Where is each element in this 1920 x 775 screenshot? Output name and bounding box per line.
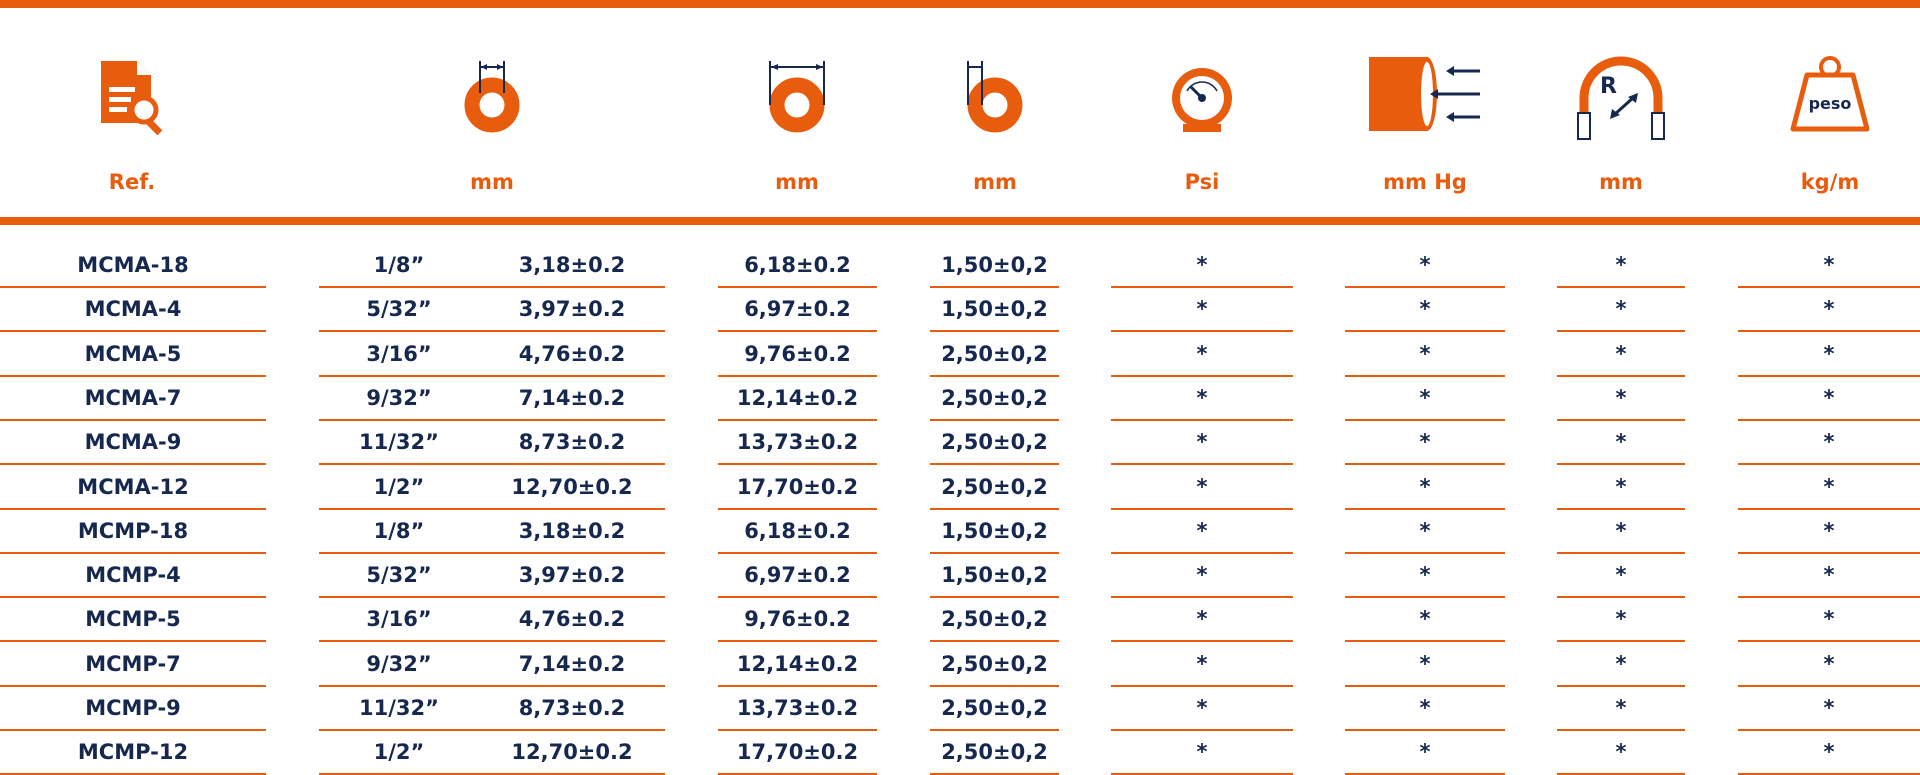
cell-wall-thickness: 1,50±0,2: [930, 554, 1059, 598]
cell-pressure: *: [1111, 554, 1293, 598]
cell-wall-thickness: 2,50±0,2: [930, 643, 1059, 687]
cell-weight: *: [1738, 643, 1920, 687]
table-row: [0, 510, 1920, 554]
cell-vacuum: *: [1345, 421, 1505, 465]
header-outer-diameter: mm: [775, 170, 819, 194]
cell-inch-size: 9/32”: [366, 651, 432, 676]
cell-weight: *: [1738, 554, 1920, 598]
cell-wall-thickness: 2,50±0,2: [930, 687, 1059, 731]
header-wall-thickness: mm: [973, 170, 1017, 194]
table-row: [0, 421, 1920, 465]
cell-pressure: *: [1111, 510, 1293, 554]
top-accent-bar: [0, 0, 1920, 8]
cell-inner-diameter: 3,18±0.2: [518, 518, 626, 543]
wall-thickness-icon: [950, 53, 1040, 143]
header-divider: [0, 217, 1920, 225]
bend-radius-icon: [1576, 53, 1666, 143]
cell-bend-radius: *: [1557, 288, 1685, 332]
pressure-gauge-icon: [1157, 53, 1247, 143]
cell-inch-size: 9/32”: [366, 385, 432, 410]
cell-bend-radius: *: [1557, 731, 1685, 775]
cell-inch-size: 3/16”: [366, 607, 432, 632]
vacuum-icon: [1368, 53, 1488, 143]
cell-ref: MCMP-18: [0, 510, 266, 554]
cell-wall-thickness: 2,50±0,2: [930, 731, 1059, 775]
cell-vacuum: *: [1345, 643, 1505, 687]
cell-wall-thickness: 2,50±0,2: [930, 421, 1059, 465]
cell-ref: MCMA-12: [0, 466, 266, 510]
cell-vacuum: *: [1345, 731, 1505, 775]
table-row: [0, 377, 1920, 421]
cell-pressure: *: [1111, 333, 1293, 377]
cell-weight: *: [1738, 288, 1920, 332]
cell-bend-radius: *: [1557, 554, 1685, 598]
cell-outer-diameter: 9,76±0.2: [718, 333, 877, 377]
cell-outer-diameter: 17,70±0.2: [718, 731, 877, 775]
cell-inch-size: 11/32”: [359, 696, 439, 720]
cell-vacuum: *: [1345, 510, 1505, 554]
cell-pressure: *: [1111, 598, 1293, 642]
outer-diameter-icon: [752, 53, 842, 143]
cell-pressure: *: [1111, 421, 1293, 465]
cell-outer-diameter: 6,97±0.2: [718, 288, 877, 332]
cell-wall-thickness: 1,50±0,2: [930, 510, 1059, 554]
table-row: [0, 687, 1920, 731]
header-inner-diameter: mm: [470, 170, 514, 194]
cell-weight: *: [1738, 466, 1920, 510]
cell-ref: MCMP-9: [0, 687, 266, 731]
cell-inch-size: 5/32”: [366, 297, 432, 322]
cell-bend-radius: *: [1557, 510, 1685, 554]
cell-pressure: *: [1111, 466, 1293, 510]
cell-ref: MCMA-5: [0, 333, 266, 377]
header-bend-radius: mm: [1599, 170, 1643, 194]
table-row: [0, 333, 1920, 377]
cell-weight: *: [1738, 687, 1920, 731]
cell-outer-diameter: 6,97±0.2: [718, 554, 877, 598]
cell-inner-diameter: 4,76±0.2: [518, 607, 626, 632]
inner-diameter-icon: [447, 53, 537, 143]
cell-outer-diameter: 6,18±0.2: [718, 510, 877, 554]
cell-ref: MCMA-7: [0, 377, 266, 421]
cell-vacuum: *: [1345, 377, 1505, 421]
cell-pressure: *: [1111, 643, 1293, 687]
cell-wall-thickness: 2,50±0,2: [930, 333, 1059, 377]
svg-text:R: R: [1600, 74, 1617, 99]
cell-inner-diameter: 3,97±0.2: [518, 297, 626, 322]
cell-bend-radius: *: [1557, 687, 1685, 731]
cell-inner-diameter: 8,73±0.2: [518, 430, 626, 455]
cell-ref: MCMP-4: [0, 554, 266, 598]
cell-weight: *: [1738, 244, 1920, 288]
cell-vacuum: *: [1345, 333, 1505, 377]
table-row: [0, 244, 1920, 288]
cell-weight: *: [1738, 510, 1920, 554]
cell-inner-diameter: 12,70±0.2: [511, 474, 633, 499]
cell-bend-radius: *: [1557, 643, 1685, 687]
cell-wall-thickness: 2,50±0,2: [930, 598, 1059, 642]
document-search-icon: [87, 53, 177, 143]
cell-inner-diameter: 8,73±0.2: [518, 696, 626, 720]
cell-weight: *: [1738, 731, 1920, 775]
cell-outer-diameter: 13,73±0.2: [718, 421, 877, 465]
cell-ref: MCMA-18: [0, 244, 266, 288]
cell-vacuum: *: [1345, 288, 1505, 332]
cell-outer-diameter: 6,18±0.2: [718, 244, 877, 288]
cell-inch-size: 5/32”: [366, 563, 432, 588]
table-row: [0, 288, 1920, 332]
cell-bend-radius: *: [1557, 598, 1685, 642]
header-ref: Ref.: [108, 170, 156, 194]
cell-weight: *: [1738, 598, 1920, 642]
cell-outer-diameter: 17,70±0.2: [718, 466, 877, 510]
cell-inch-size: 1/2”: [373, 474, 425, 499]
cell-outer-diameter: 12,14±0.2: [718, 643, 877, 687]
table-row: [0, 598, 1920, 642]
cell-bend-radius: *: [1557, 244, 1685, 288]
cell-vacuum: *: [1345, 466, 1505, 510]
cell-pressure: *: [1111, 731, 1293, 775]
cell-pressure: *: [1111, 244, 1293, 288]
cell-inner-diameter: 3,18±0.2: [518, 253, 626, 277]
cell-ref: MCMP-12: [0, 731, 266, 775]
cell-vacuum: *: [1345, 244, 1505, 288]
cell-weight: *: [1738, 377, 1920, 421]
cell-weight: *: [1738, 333, 1920, 377]
cell-inch-size: 3/16”: [366, 341, 432, 366]
cell-inner-diameter: 4,76±0.2: [518, 341, 626, 366]
header-pressure: Psi: [1184, 170, 1220, 194]
cell-inch-size: 1/8”: [373, 253, 425, 277]
cell-bend-radius: *: [1557, 333, 1685, 377]
cell-inch-size: 1/2”: [373, 740, 425, 765]
cell-inch-size: 1/8”: [373, 518, 425, 543]
cell-outer-diameter: 9,76±0.2: [718, 598, 877, 642]
table-row: [0, 466, 1920, 510]
cell-wall-thickness: 1,50±0,2: [930, 288, 1059, 332]
table-row: [0, 731, 1920, 775]
cell-wall-thickness: 2,50±0,2: [930, 466, 1059, 510]
cell-wall-thickness: 2,50±0,2: [930, 377, 1059, 421]
cell-inner-diameter: 3,97±0.2: [518, 563, 626, 588]
cell-vacuum: *: [1345, 598, 1505, 642]
cell-pressure: *: [1111, 377, 1293, 421]
header-weight: kg/m: [1800, 170, 1860, 194]
table-row: [0, 554, 1920, 598]
cell-vacuum: *: [1345, 687, 1505, 731]
header-vacuum: mm Hg: [1383, 170, 1467, 194]
cell-outer-diameter: 13,73±0.2: [718, 687, 877, 731]
cell-weight: *: [1738, 421, 1920, 465]
cell-bend-radius: *: [1557, 377, 1685, 421]
cell-pressure: *: [1111, 687, 1293, 731]
cell-ref: MCMA-4: [0, 288, 266, 332]
cell-outer-diameter: 12,14±0.2: [718, 377, 877, 421]
svg-text:peso: peso: [1808, 94, 1852, 113]
table-row: [0, 643, 1920, 687]
cell-ref: MCMP-7: [0, 643, 266, 687]
cell-ref: MCMP-5: [0, 598, 266, 642]
cell-bend-radius: *: [1557, 421, 1685, 465]
cell-inner-diameter: 7,14±0.2: [518, 385, 626, 410]
cell-bend-radius: *: [1557, 466, 1685, 510]
cell-inner-diameter: 12,70±0.2: [511, 740, 633, 765]
cell-inch-size: 11/32”: [359, 430, 439, 455]
cell-pressure: *: [1111, 288, 1293, 332]
weight-icon: [1785, 53, 1875, 143]
cell-inner-diameter: 7,14±0.2: [518, 651, 626, 676]
cell-wall-thickness: 1,50±0,2: [930, 244, 1059, 288]
cell-vacuum: *: [1345, 554, 1505, 598]
cell-ref: MCMA-9: [0, 421, 266, 465]
